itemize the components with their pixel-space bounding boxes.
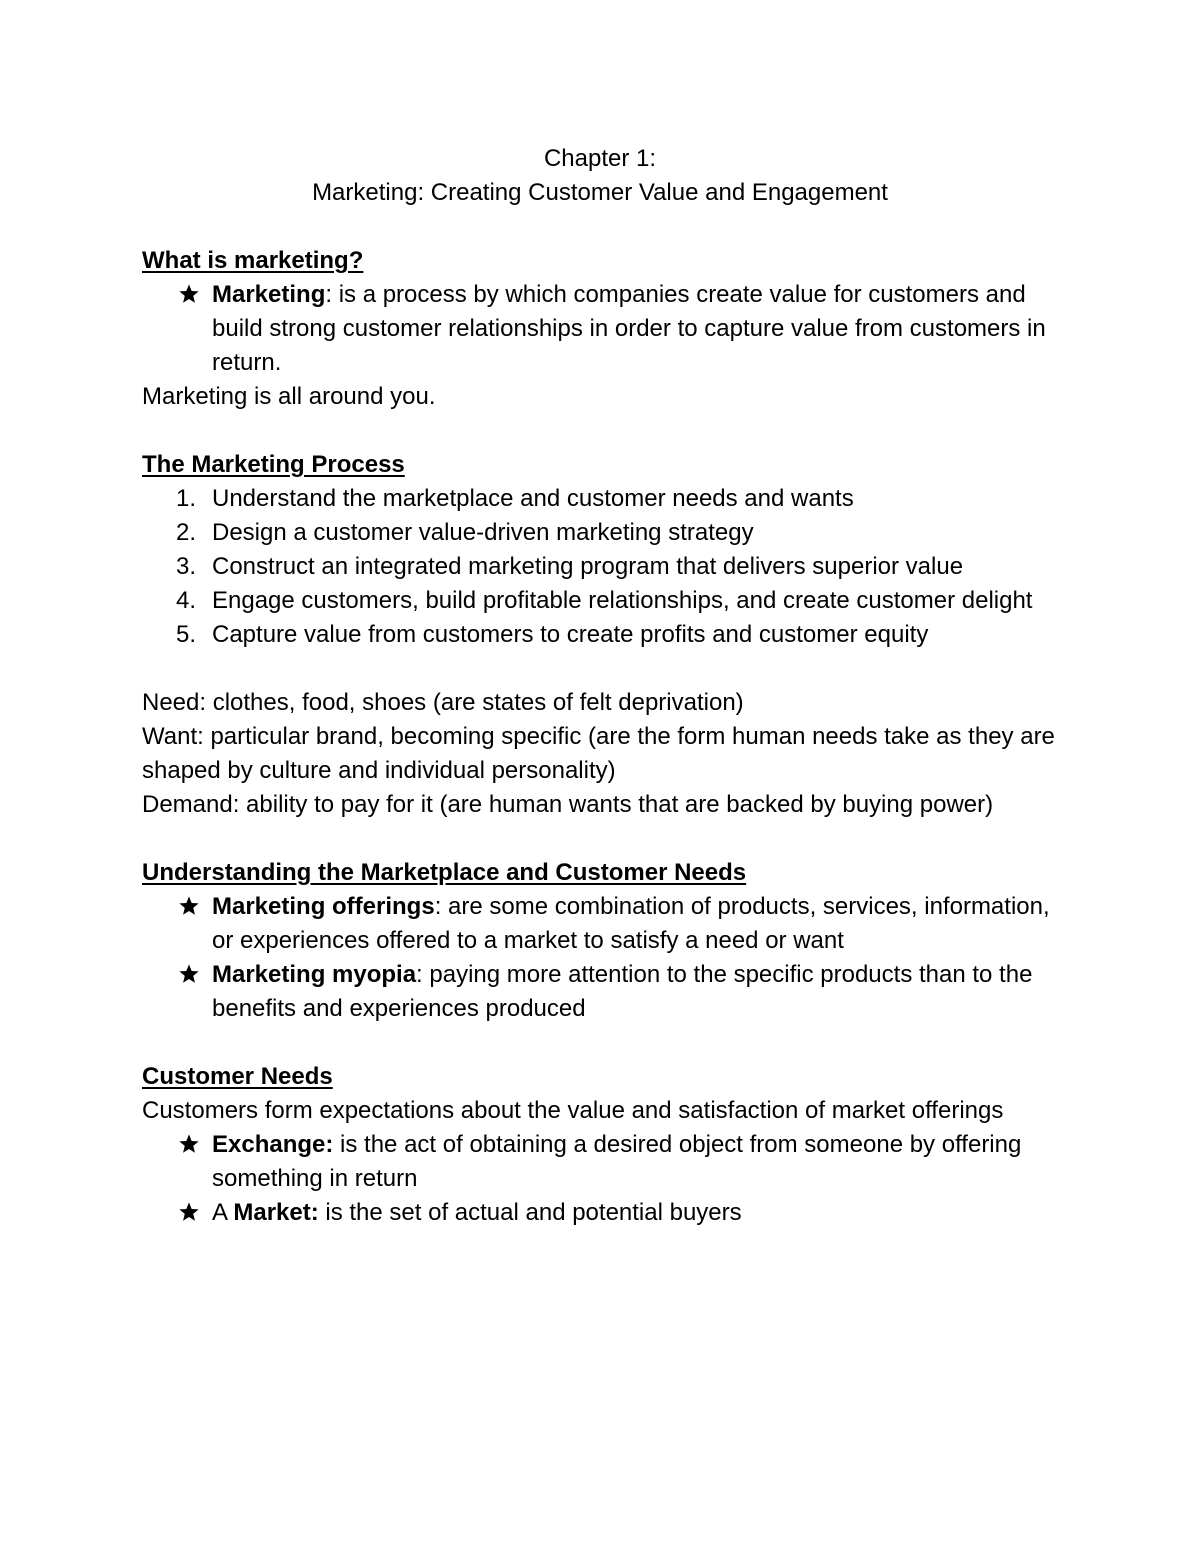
term: Marketing <box>212 281 326 308</box>
spacer <box>142 1026 1072 1060</box>
step-number: 4. <box>176 587 197 614</box>
definition-list <box>142 890 1072 1026</box>
star-icon <box>178 1128 206 1162</box>
step-number: 2. <box>176 519 197 546</box>
list-item <box>142 618 1072 652</box>
step-number: 5. <box>176 621 197 648</box>
term: Marketing offerings <box>212 893 435 920</box>
section-heading-marketing-process: The Marketing Process <box>142 451 405 478</box>
definition-text: : are some combination of products, services, information, or experiences offered to a market to satisfy a need or want <box>212 893 1050 954</box>
section-heading-customer-needs: Customer Needs <box>142 1063 333 1090</box>
section-heading-understanding-marketplace: Understanding the Marketplace and Customer Needs <box>142 859 747 886</box>
definition-list <box>142 278 1072 380</box>
star-icon <box>178 1196 206 1230</box>
chapter-title: Marketing: Creating Customer Value and Engagement <box>312 179 888 206</box>
list-item <box>142 890 1072 958</box>
definition-text: : is a process by which companies create value for customers and build strong customer relationships in order to capture value from customers in return. <box>212 281 1046 376</box>
step-number: 3. <box>176 553 197 580</box>
list-item <box>142 958 1072 1026</box>
step-text: Construct an integrated marketing program that delivers superior value <box>212 553 964 580</box>
term: Market: <box>233 1199 319 1226</box>
list-item <box>142 584 1072 618</box>
term-prefix: A <box>212 1199 234 1226</box>
definition-text: is the act of obtaining a desired object from someone by offering something in return <box>212 1131 1022 1192</box>
list-item <box>142 482 1072 516</box>
step-text: Understand the marketplace and customer needs and wants <box>212 485 854 512</box>
star-icon <box>178 958 206 992</box>
list-item <box>142 1128 1072 1196</box>
list-item <box>142 516 1072 550</box>
spacer <box>142 652 1072 686</box>
spacer <box>142 822 1072 856</box>
process-steps-list <box>142 482 1072 652</box>
section-heading-what-is-marketing: What is marketing? <box>142 247 364 274</box>
step-text: Engage customers, build profitable relationships, and create customer delight <box>212 587 1033 614</box>
paragraph: Marketing is all around you. <box>142 383 436 410</box>
star-icon <box>178 890 206 924</box>
star-icon <box>178 278 206 312</box>
definition-text: : paying more attention to the specific products than to the benefits and experiences produced <box>212 961 1033 1022</box>
definition-text: is the set of actual and potential buyers <box>318 1199 742 1226</box>
term: Marketing myopia <box>212 961 417 988</box>
spacer <box>142 414 1072 448</box>
want-definition: Want: particular brand, becoming specific (are the form human needs take as they are shaped by culture and individual personality) <box>142 723 1055 784</box>
title-block <box>0 142 1200 210</box>
step-text: Capture value from customers to create profits and customer equity <box>212 621 929 648</box>
list-item <box>142 1196 1072 1230</box>
chapter-number: Chapter 1: <box>543 145 657 172</box>
term: Exchange: <box>212 1131 334 1158</box>
paragraph: Customers form expectations about the value and satisfaction of market offerings <box>142 1097 1004 1124</box>
step-text: Design a customer value-driven marketing strategy <box>212 519 754 546</box>
need-definition: Need: clothes, food, shoes (are states of felt deprivation) <box>142 689 744 716</box>
spacer <box>142 210 1072 244</box>
step-number: 1. <box>176 485 197 512</box>
list-item <box>142 278 1072 380</box>
demand-definition: Demand: ability to pay for it (are human wants that are backed by buying power) <box>142 791 994 818</box>
document-page <box>142 142 1072 1230</box>
list-item <box>142 550 1072 584</box>
definition-list <box>142 1128 1072 1230</box>
